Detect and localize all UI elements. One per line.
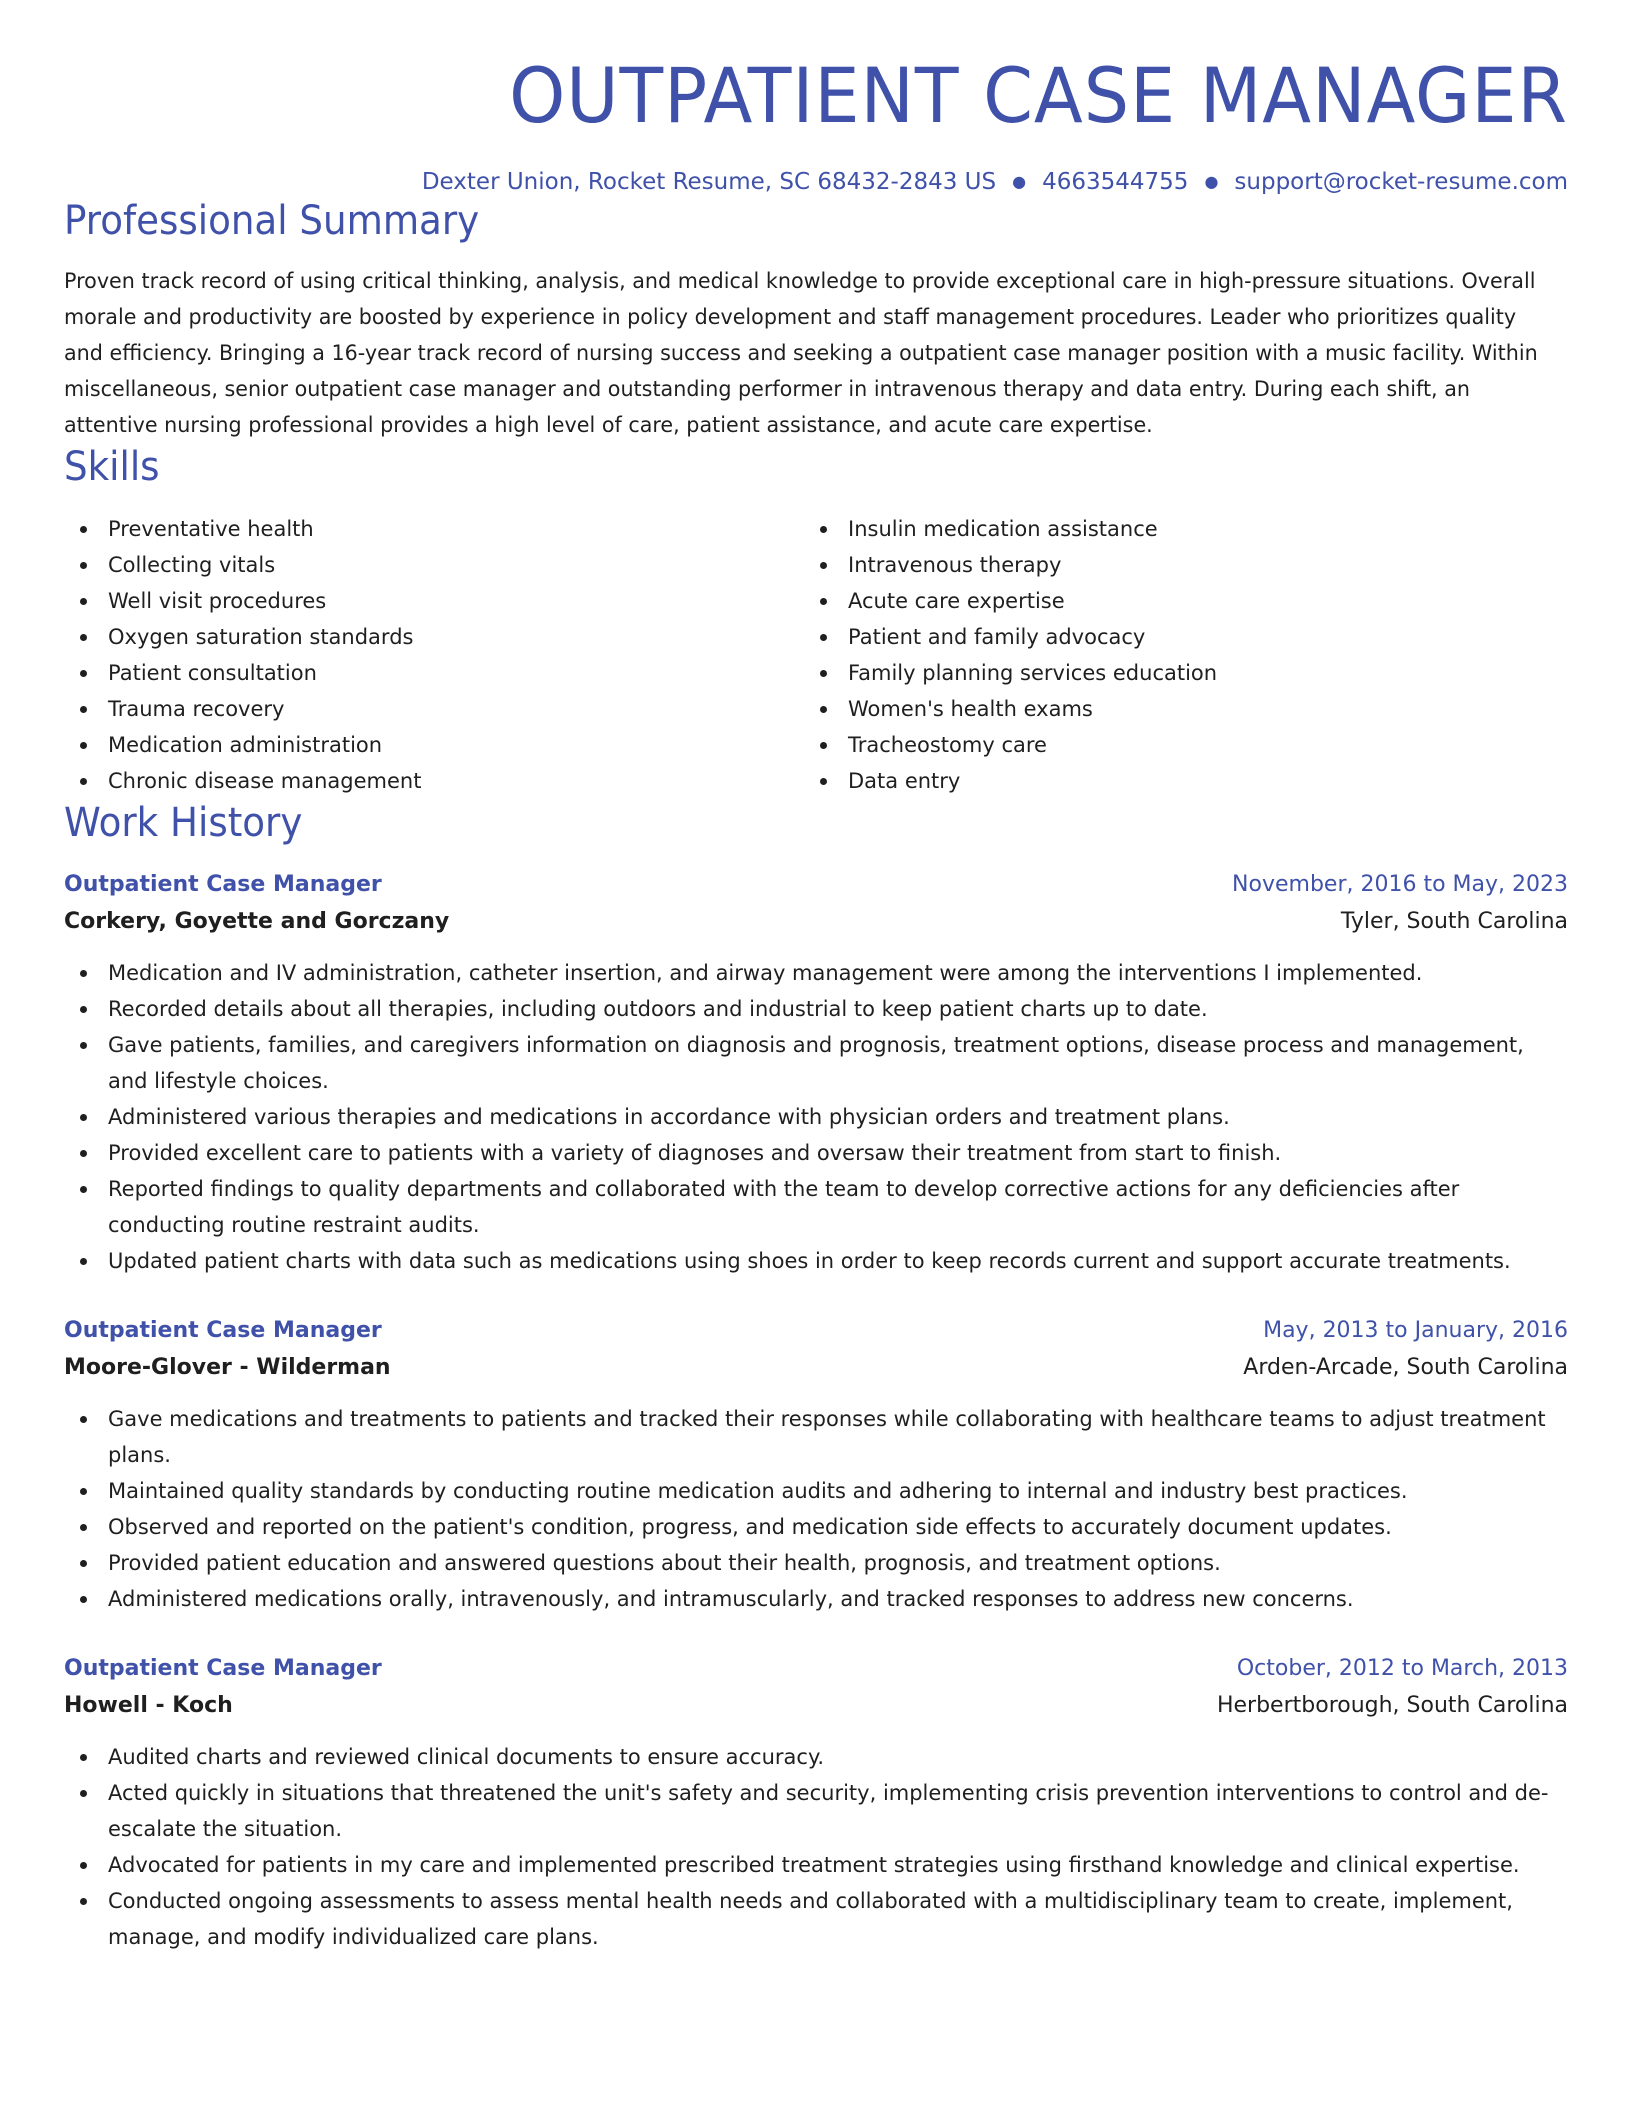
job-title: Outpatient Case Manager: [64, 1317, 382, 1343]
duty-item: Updated patient charts with data such as medications using shoes in order to keep records current and support accurate treatments.: [64, 1243, 1568, 1279]
skill-item: Patient and family advocacy: [804, 619, 1544, 655]
skills-heading: Skills: [64, 443, 160, 490]
duty-item: Reported findings to quality departments and collaborated with the team to develop corrective actions for any deficiencies after conducting routine restraint audits.: [64, 1171, 1568, 1243]
duty-item: Observed and reported on the patient's condition, progress, and medication side effects to accurately document updates.: [64, 1509, 1568, 1545]
skill-item: Medication administration: [64, 727, 804, 763]
skill-item: Family planning services education: [804, 655, 1544, 691]
contact-address: Dexter Union, Rocket Resume, SC 68432-2843 US: [421, 169, 997, 196]
job-company-row: [64, 903, 1568, 941]
duty-item: Gave medications and treatments to patients and tracked their responses while collaborating with healthcare teams to adjust treatment plans.: [64, 1401, 1568, 1473]
skill-item: Intravenous therapy: [804, 547, 1544, 583]
job-entry: [64, 1313, 1568, 1617]
job-location: Herbertborough, South Carolina: [1216, 1692, 1568, 1718]
contact-email[interactable]: support@rocket-resume.com: [1234, 169, 1568, 196]
duty-item: Conducted ongoing assessments to assess mental health needs and collaborated with a multidisciplinary team to create, implement, manage, and modify individualized care plans.: [64, 1883, 1568, 1955]
duty-item: Medication and IV administration, catheter insertion, and airway management were among the interventions I implemented.: [64, 955, 1568, 991]
duty-item: Gave patients, families, and caregivers information on diagnosis and prognosis, treatment options, disease process and management, and lifestyle choices.: [64, 1027, 1568, 1099]
job-company: Corkery, Goyette and Gorczany: [64, 908, 450, 934]
skill-item: Collecting vitals: [64, 547, 804, 583]
skills-column-right: [804, 511, 1544, 799]
duty-item: Provided patient education and answered questions about their health, prognosis, and treatment options.: [64, 1545, 1568, 1581]
contact-line: [64, 169, 1568, 197]
job-dates: October, 2012 to March, 2013: [1236, 1655, 1568, 1681]
job-company: Howell - Koch: [64, 1692, 233, 1718]
job-duties: [64, 1401, 1568, 1617]
skill-item: Preventative health: [64, 511, 804, 547]
job-company-row: [64, 1349, 1568, 1387]
job-entry: [64, 1651, 1568, 1955]
job-header-row: [64, 867, 1568, 903]
job-location: Arden-Arcade, South Carolina: [1243, 1354, 1568, 1380]
contact-phone: 4663544755: [1042, 169, 1189, 196]
duty-item: Recorded details about all therapies, including outdoors and industrial to keep patient charts up to date.: [64, 991, 1568, 1027]
job-company: Moore-Glover - Wilderman: [64, 1354, 391, 1380]
duty-item: Maintained quality standards by conducting routine medication audits and adhering to internal and industry best practices.: [64, 1473, 1568, 1509]
summary-text: Proven track record of using critical thinking, analysis, and medical knowledge to provide exceptional care in high-pressure situations. Overall morale and productivity are boosted by experience in policy development and staff management procedures. Leader who prioritizes quality and efficiency. Bringing a 16-year track record of nursing success and seeking a outpatient case manager position with a music facility. Within miscellaneous, senior outpatient case manager and outstanding performer in intravenous therapy and data entry. During each shift, an attentive nursing professional provides a high level of care, patient assistance, and acute care expertise.: [64, 268, 1538, 437]
duty-item: Administered medications orally, intravenously, and intramuscularly, and tracked responses to address new concerns.: [64, 1581, 1568, 1617]
duty-item: Advocated for patients in my care and implemented prescribed treatment strategies using firsthand knowledge and clinical expertise.: [64, 1847, 1568, 1883]
summary-heading: Professional Summary: [64, 197, 480, 244]
job-entry: [64, 867, 1568, 1279]
skill-item: Data entry: [804, 763, 1544, 799]
job-company-row: [64, 1687, 1568, 1725]
job-header-row: [64, 1651, 1568, 1687]
skills-column-left: [64, 511, 804, 799]
skill-item: Chronic disease management: [64, 763, 804, 799]
job-title: Outpatient Case Manager: [64, 1655, 382, 1681]
skill-item: Women's health exams: [804, 691, 1544, 727]
duty-item: Audited charts and reviewed clinical documents to ensure accuracy.: [64, 1739, 1568, 1775]
skills-list: [64, 511, 1568, 799]
job-title: Outpatient Case Manager: [64, 871, 382, 897]
skill-item: Oxygen saturation standards: [64, 619, 804, 655]
skill-item: Trauma recovery: [64, 691, 804, 727]
job-duties: [64, 955, 1568, 1279]
skill-item: Acute care expertise: [804, 583, 1544, 619]
duty-item: Acted quickly in situations that threatened the unit's safety and security, implementing crisis prevention interventions to control and de-escalate the situation.: [64, 1775, 1568, 1847]
skill-item: Tracheostomy care: [804, 727, 1544, 763]
resume-title: OUTPATIENT CASE MANAGER: [509, 51, 1568, 140]
work-history-heading: Work History: [64, 799, 303, 846]
job-dates: November, 2016 to May, 2023: [1232, 871, 1568, 897]
duty-item: Administered various therapies and medications in accordance with physician orders and treatment plans.: [64, 1099, 1568, 1135]
job-location: Tyler, South Carolina: [1340, 908, 1568, 934]
separator-dot: ●: [1204, 172, 1219, 192]
job-duties: [64, 1739, 1568, 1955]
skill-item: Insulin medication assistance: [804, 511, 1544, 547]
job-header-row: [64, 1313, 1568, 1349]
duty-item: Provided excellent care to patients with a variety of diagnoses and oversaw their treatment from start to finish.: [64, 1135, 1568, 1171]
separator-dot: ●: [1012, 172, 1027, 192]
skill-item: Well visit procedures: [64, 583, 804, 619]
skill-item: Patient consultation: [64, 655, 804, 691]
job-dates: May, 2013 to January, 2016: [1263, 1317, 1568, 1343]
